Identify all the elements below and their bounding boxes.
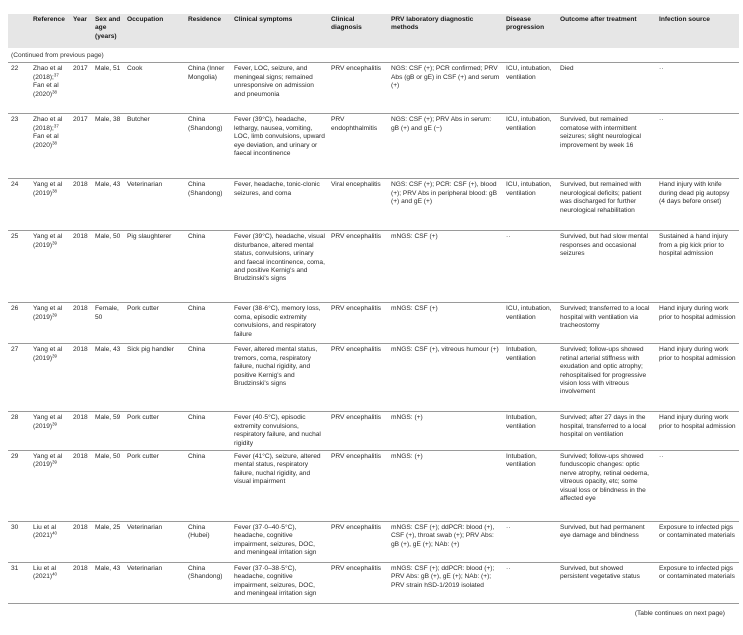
cell-reference — [30, 451, 70, 522]
cell-lab: mNGS: CSF (+); ddPCR: blood (+), CSF (+), throat swab (+); PRV Abs: gB (+), gE (+); NAb: (+) — [388, 522, 503, 563]
ref-sup: 37 — [53, 72, 59, 78]
cell-symptoms: Fever, altered mental status, tremors, coma, respiratory failure, nuchal rigidity, and positive Kernig's and Brudzinski's signs — [231, 344, 328, 412]
cell-residence: China — [185, 303, 231, 344]
ref-text: Zhao et al (2018); — [33, 65, 63, 81]
cell-num: 25 — [8, 231, 30, 303]
ref-sup: 39 — [52, 312, 57, 318]
cell-occupation: Veterinarian — [124, 563, 185, 608]
ref-sup: 39 — [52, 240, 57, 246]
cell-occupation: Cook — [124, 63, 185, 114]
cell-num: 28 — [8, 412, 30, 451]
cell-num: 29 — [8, 451, 30, 522]
cell-num: 23 — [8, 114, 30, 179]
cell-year: 2018 — [70, 179, 92, 231]
cell-outcome: Survived; follow-ups showed funduscopic changes: optic nerve atrophy, retinal oedema, vitreous opacity, etc; some visual loss or blindness in the affected eye — [557, 451, 656, 522]
cell-year: 2018 — [70, 231, 92, 303]
cell-year: 2018 — [70, 522, 92, 563]
cell-sex-age: Male, 25 — [92, 522, 124, 563]
cell-year: 2018 — [70, 412, 92, 451]
cell-sex-age: Male, 43 — [92, 179, 124, 231]
header-blank — [8, 14, 30, 48]
ref-text: Yang et al (2019) — [33, 233, 63, 249]
cell-diagnosis: PRV encephalitis — [328, 563, 388, 608]
cell-residence: China (Shandong) — [185, 114, 231, 179]
cell-progression: ·· — [503, 522, 557, 563]
cell-source: Exposure to infected pigs or contaminated materials — [656, 563, 739, 608]
cell-num: 26 — [8, 303, 30, 344]
table-row — [8, 563, 739, 608]
cell-year: 2017 — [70, 114, 92, 179]
cell-source: ·· — [656, 451, 739, 522]
cell-lab: mNGS: CSF (+), vitreous humour (+) — [388, 344, 503, 412]
cell-outcome: Died — [557, 63, 656, 114]
header-occupation: Occupation — [124, 14, 185, 48]
cell-sex-age: Male, 43 — [92, 563, 124, 608]
header-outcome: Outcome after treatment — [557, 14, 656, 48]
cell-occupation: Butcher — [124, 114, 185, 179]
cell-lab: NGS: CSF (+); PRV Abs in serum: gB (+) and gE (−) — [388, 114, 503, 179]
cell-lab: mNGS: (+) — [388, 451, 503, 522]
cell-diagnosis: PRV encephalitis — [328, 522, 388, 563]
cell-symptoms: Fever, headache, tonic-clonic seizures, and coma — [231, 179, 328, 231]
header-progression: Disease progression — [503, 14, 557, 48]
cell-diagnosis: PRV encephalitis — [328, 231, 388, 303]
cell-progression: Intubation, ventilation — [503, 344, 557, 412]
table-row — [8, 231, 739, 303]
cell-lab: NGS: CSF (+); PCR confirmed; PRV Abs (gB or gE) in CSF (+) and serum (+) — [388, 63, 503, 114]
ref-sup-b: 38 — [52, 89, 57, 95]
cell-reference — [30, 114, 70, 179]
header-year: Year — [70, 14, 92, 48]
cell-occupation: Pork cutter — [124, 303, 185, 344]
cell-sex-age: Male, 50 — [92, 451, 124, 522]
cell-symptoms: Fever (39°C), headache, lethargy, nausea, vomiting, LOC, limb convulsions, upward eye deviation, and urinary or faecal incontinence — [231, 114, 328, 179]
cell-diagnosis: PRV encephalitis — [328, 344, 388, 412]
ref-text: Yang et al (2019) — [33, 346, 63, 362]
ref-text: Yang et al (2019) — [33, 181, 63, 197]
cell-symptoms: Fever (38·6°C), memory loss, coma, episodic extremity convulsions, and respiratory failure — [231, 303, 328, 344]
cell-diagnosis: PRV encephalitis — [328, 412, 388, 451]
cell-progression: ICU, intubation, ventilation — [503, 179, 557, 231]
cell-source: Hand injury during work prior to hospital admission — [656, 344, 739, 412]
cell-lab: NGS: CSF (+); PCR: CSF (+), blood (+); PRV Abs in peripheral blood: gB (+) and gE (+) — [388, 179, 503, 231]
cell-year: 2017 — [70, 63, 92, 114]
cell-residence: China (Shandong) — [185, 179, 231, 231]
cell-lab: mNGS: CSF (+) — [388, 303, 503, 344]
cell-symptoms: Fever (37·0–38·5°C), headache, cognitive impairment, seizures, DOC, and meningeal irritation sign — [231, 563, 328, 608]
ref-sup: 39 — [52, 353, 57, 359]
cell-residence: China — [185, 231, 231, 303]
ref-sup: 38 — [52, 188, 57, 194]
cell-sex-age: Male, 38 — [92, 114, 124, 179]
cell-source: ·· — [656, 114, 739, 179]
cell-symptoms: Fever, LOC, seizure, and meningeal signs; remained unresponsive on admission and pneumonia — [231, 63, 328, 114]
cell-outcome: Survived, but remained comatose with intermittent seizures; slight neurological improvement by week 16 — [557, 114, 656, 179]
cell-num: 27 — [8, 344, 30, 412]
cell-year: 2018 — [70, 303, 92, 344]
cell-outcome: Survived, but had permanent eye damage and blindness — [557, 522, 656, 563]
cell-diagnosis: PRV encephalitis — [328, 451, 388, 522]
cell-diagnosis: PRV encephalitis — [328, 63, 388, 114]
cell-outcome: Survived; after 27 days in the hospital, transferred to a local hospital on ventilation — [557, 412, 656, 451]
continued-note: (Continued from previous page) — [11, 52, 104, 59]
cell-reference — [30, 303, 70, 344]
ref-text: Zhao et al (2018); — [33, 116, 63, 132]
table-continues-note: (Table continues on next page) — [634, 610, 725, 617]
cell-num: 30 — [8, 522, 30, 563]
cell-outcome: Survived, but remained with neurological deficits; patient was discharged for further neurological rehabilitation — [557, 179, 656, 231]
cell-reference — [30, 179, 70, 231]
case-table — [8, 14, 739, 607]
table-row — [8, 179, 739, 231]
header-source: Infection source — [656, 14, 739, 48]
cell-residence: China (Hubei) — [185, 522, 231, 563]
cell-symptoms: Fever (39°C), headache, visual disturbance, altered mental status, convulsions, urinary and faecal incontinence, coma, and positive Kernig's and Brudzinski's signs — [231, 231, 328, 303]
table-row — [8, 344, 739, 412]
cell-progression: Intubation, ventilation — [503, 412, 557, 451]
table-row — [8, 114, 739, 179]
cell-diagnosis: Viral encephalitis — [328, 179, 388, 231]
cell-symptoms: Fever (41°C), seizure, altered mental status, respiratory failure, nuchal rigidity, and visual impairment — [231, 451, 328, 522]
table-row — [8, 303, 739, 344]
cell-source: Exposure to infected pigs or contaminated materials — [656, 522, 739, 563]
table-row — [8, 522, 739, 563]
cell-outcome: Survived; transferred to a local hospital with ventilation via tracheostomy — [557, 303, 656, 344]
ref-sup-b: 38 — [52, 140, 57, 146]
cell-num: 24 — [8, 179, 30, 231]
cell-diagnosis: PRV endophthalmitis — [328, 114, 388, 179]
cell-sex-age: Female, 50 — [92, 303, 124, 344]
cell-sex-age: Male, 59 — [92, 412, 124, 451]
continued-row — [8, 48, 739, 63]
cell-lab: mNGS: (+) — [388, 412, 503, 451]
cell-residence: China — [185, 344, 231, 412]
ref-sup: 37 — [53, 123, 59, 129]
table-row — [8, 451, 739, 522]
cell-outcome: Survived, but had slow mental responses and occasional seizures — [557, 231, 656, 303]
ref-text-b: Fan et al (2020) — [33, 82, 59, 98]
cell-lab: mNGS: CSF (+); ddPCR: blood (+); PRV Abs: gB (+), gE (+); NAb: (+); PRV strain hSD-1/2019 isolated — [388, 563, 503, 608]
cell-residence: China — [185, 451, 231, 522]
header-reference: Reference — [30, 14, 70, 48]
header-row — [8, 14, 739, 48]
cell-source: Hand injury with knife during dead pig autopsy (4 days before onset) — [656, 179, 739, 231]
table-row — [8, 63, 739, 114]
cell-reference — [30, 412, 70, 451]
table-row — [8, 412, 739, 451]
ref-text: Yang et al (2019) — [33, 453, 63, 469]
cell-source: Hand injury during work prior to hospital admission — [656, 303, 739, 344]
cell-num: 22 — [8, 63, 30, 114]
cell-source: Hand injury during work prior to hospital admission — [656, 412, 739, 451]
cell-reference — [30, 563, 70, 608]
cell-progression: ICU, intubation, ventilation — [503, 114, 557, 179]
ref-sup: 39 — [52, 459, 57, 465]
cell-progression: ·· — [503, 563, 557, 608]
cell-sex-age: Male, 51 — [92, 63, 124, 114]
header-symptoms: Clinical symptoms — [231, 14, 328, 48]
ref-text: Yang et al (2019) — [33, 414, 63, 430]
cell-residence: China (Shandong) — [185, 563, 231, 608]
cell-lab: mNGS: CSF (+) — [388, 231, 503, 303]
cell-occupation: Veterinarian — [124, 522, 185, 563]
cell-progression: ICU, intubation, ventilation — [503, 63, 557, 114]
header-sex-age: Sex and age (years) — [92, 14, 124, 48]
cell-occupation: Veterinarian — [124, 179, 185, 231]
cell-reference — [30, 344, 70, 412]
cell-progression: ICU, intubation, ventilation — [503, 303, 557, 344]
cell-progression: Intubation, ventilation — [503, 451, 557, 522]
cell-occupation: Pig slaughterer — [124, 231, 185, 303]
cell-sex-age: Male, 50 — [92, 231, 124, 303]
cell-residence: China — [185, 412, 231, 451]
cell-symptoms: Fever (37·0–40·5°C), headache, cognitive impairment, seizures, DOC, and meningeal irritation sign — [231, 522, 328, 563]
cell-reference — [30, 231, 70, 303]
cell-occupation: Pork cutter — [124, 451, 185, 522]
header-lab: PRV laboratory diagnostic methods — [388, 14, 503, 48]
cell-year: 2018 — [70, 563, 92, 608]
cell-reference — [30, 522, 70, 563]
cell-source: ·· — [656, 63, 739, 114]
ref-sup: 40 — [52, 571, 57, 577]
ref-sup: 40 — [52, 530, 57, 536]
ref-text: Liu et al (2021) — [33, 565, 57, 581]
cell-diagnosis: PRV encephalitis — [328, 303, 388, 344]
cell-residence: China (Inner Mongolia) — [185, 63, 231, 114]
ref-text-b: Fan et al (2020) — [33, 133, 59, 149]
header-residence: Residence — [185, 14, 231, 48]
cell-outcome: Survived, but showed persistent vegetative status — [557, 563, 656, 608]
ref-sup: 39 — [52, 421, 57, 427]
cell-num: 31 — [8, 563, 30, 608]
cell-progression: ·· — [503, 231, 557, 303]
cell-year: 2018 — [70, 451, 92, 522]
ref-text: Liu et al (2021) — [33, 524, 57, 540]
cell-occupation: Sick pig handler — [124, 344, 185, 412]
cell-source: Sustained a hand injury from a pig kick prior to hospital admission — [656, 231, 739, 303]
cell-occupation: Pork cutter — [124, 412, 185, 451]
bottom-rule — [8, 603, 739, 604]
header-diagnosis: Clinical diagnosis — [328, 14, 388, 48]
cell-outcome: Survived; follow-ups showed retinal arterial stiffness with exudation and optic atrophy; rehospitalised for progressive vision loss with vitreous involvement — [557, 344, 656, 412]
cell-symptoms: Fever (40·5°C), episodic extremity convulsions, respiratory failure, and nuchal rigidity — [231, 412, 328, 451]
cell-reference — [30, 63, 70, 114]
cell-year: 2018 — [70, 344, 92, 412]
ref-text: Yang et al (2019) — [33, 305, 63, 321]
cell-sex-age: Male, 43 — [92, 344, 124, 412]
